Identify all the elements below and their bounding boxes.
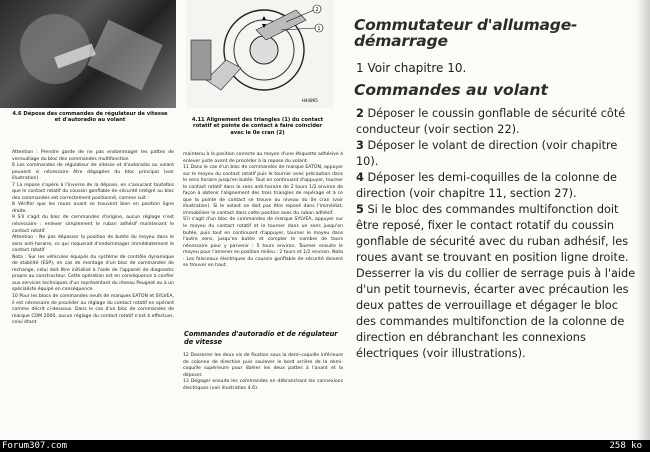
- text-column-1: Attention : Prendre garde de ne pas endommager les pattes de verrouillage du bloc des commandes multifonction 6 Les commandes de régulateur de vitesse et d'autoradio au volant peuvent si nécessaire être dégagées du bloc principal (voir illustration) 7 La repose s'opère à l'inverse de la dépose, en s'assurant toutefois que le contact rotatif du coussin gonflable de sécurité intégré au bloc des commandes est correctement positionné, comme suit : 8 Vérifier que les roues avant se trouvent bien en position ligne droite. 9 S'il s'agit du bloc de commandes d'origine, aucun réglage n'est nécessaire : enlever simplement le ruban adhésif maintenant le contact rotatif. Attention : Ne pas dépasser la position de butée du moyeu dans le sens anti-horaire, ce qui risquerait d'endommager immédiatement le contact rotatif Nota : Sur les véhicules équipés du système de contrôle dynamique de stabilité (ESP), en cas de montage d'un bloc de commandes de rechange, celui doit être initialisé à l'aide de l'appareil de diagnostic propre au constructeur. Cette opération est en conséquence à confier aux services techniques d'un représentant du réseau Peugeot ou à un spécialiste équipé en conséquence. 10 Pour les blocs de commandes neufs de marques EATON et SYLVEA, il est nécessaire de procéder au réglage du contact rotatif en opérant comme décrit ci-dessous. Dans le cas d'un bloc de commandes de marque COM 2000, aucun réglage du contact rotatif n'est à effectuer, celui étant: [12, 150, 174, 326]
- text-column-2: maintenu à la position correcte au moyen d'une étiquette adhésive à enlever juste avant de procéder à la repose du volant. 11 Dans le cas d'un bloc de commandes de marque EATON, appuyer sur le moyeu du contact rotatif puis le tourner avec précaution dans le sens horaire jusqu'en butée. Tout en continuant d'appuyer, tourner le contact rotatif dans le sens anti-horaire de 2 tours 1/2 environ de façon à obtenir l'alignement des trois triangles de repérage et à ce que la pointe de contact se trouve au niveau du 0e cran (voir illustration). Si le volant ne doit pas être reposé dans l'immédiat, immobiliser le contact dans cette position avec du ruban adhésif. S'il s'agit d'un bloc de commandes de marque SYLVEA, appuyer sur le moyeu du contact rotatif et le tourner dans un sens jusqu'en butée, puis tout en continuant d'appuyer, tourner le moyeu dans l'autre sens, jusqu'en butée et compter le nombre de tours nécessaire pour y parvenir : 5 tours environ. Tourner ensuite le moyeu pour l'amener en position milieu : 2 tours et 1/2 environ. Nota : Les faisceaux électriques du coussin gonflable de sécurité doivent se trouver en haut.: [183, 152, 343, 269]
- paragraph-2: 2 Déposer le coussin gonflable de sécurité côté conducteur (voir section 22).: [356, 107, 626, 136]
- figure-code: H44895: [302, 98, 318, 103]
- right-body-text: [356, 106, 636, 362]
- paragraph-3: 3 Déposer le volant de direction (voir chapitre 10).: [356, 139, 618, 168]
- paragraph-4: 4 Déposer les demi-coquilles de la colonne de direction (voir chapitre 11, section 27).: [356, 171, 617, 200]
- figure-caption-4-11: 4.11 Alignement des triangles (1) du contact rotatif et pointe de contact à faire coïncider avec le 0e cran (2): [191, 117, 324, 136]
- figure-caption-4-6: 4.6 Dépose des commandes de régulateur de vitesse et d'autoradio au volant: [12, 111, 168, 124]
- callout-1: 1: [317, 26, 321, 32]
- footer-size: 258 ko: [609, 441, 642, 451]
- photo-steering-controls: [0, 0, 176, 108]
- callout-2: 2: [315, 7, 319, 13]
- paragraph-5: 5 Si le bloc des commandes multifonction doit être reposé, fixer le contact rotatif du coussin gonflable de sécurité avec du ruban adhésif, les roues avant se trouvant en position ligne droite. Desserrer la vis du collier de serrage puis à l'aide d'un petit tournevis, écarter avec précaution les deux pattes de verrouillage et dégager le bloc des commandes multifonction de la colonne de direction en débranchant les connexions électriques (voir illustrations).: [356, 203, 636, 360]
- heading-steering-controls: Commandes au volant: [354, 81, 548, 99]
- page-edge-shadow: [636, 0, 650, 440]
- footer-bar: [0, 440, 650, 452]
- text-column-2-tail: 12 Desserrer les deux vis de fixation sous la demi-coquille inférieure de colonne de direction puis soulever le bord arrière de la demi-coquille supérieure pour libérer les deux pattes à l'avant et la déposer. 13 Dégager ensuite les commandes en débranchant les connexions électriques (voir illustration 4.6).: [183, 353, 343, 391]
- page-title-ignition-switch: Commutateur d'allumage-démarrage: [354, 16, 578, 50]
- diagram-rotary-contact: [186, 0, 334, 108]
- footer-site: Forum307.com: [2, 441, 68, 451]
- section-heading-autoradio: Commandes d'autoradio et de régulateur de vitesse: [184, 330, 338, 347]
- paragraph-1: 1 Voir chapitre 10.: [356, 61, 467, 75]
